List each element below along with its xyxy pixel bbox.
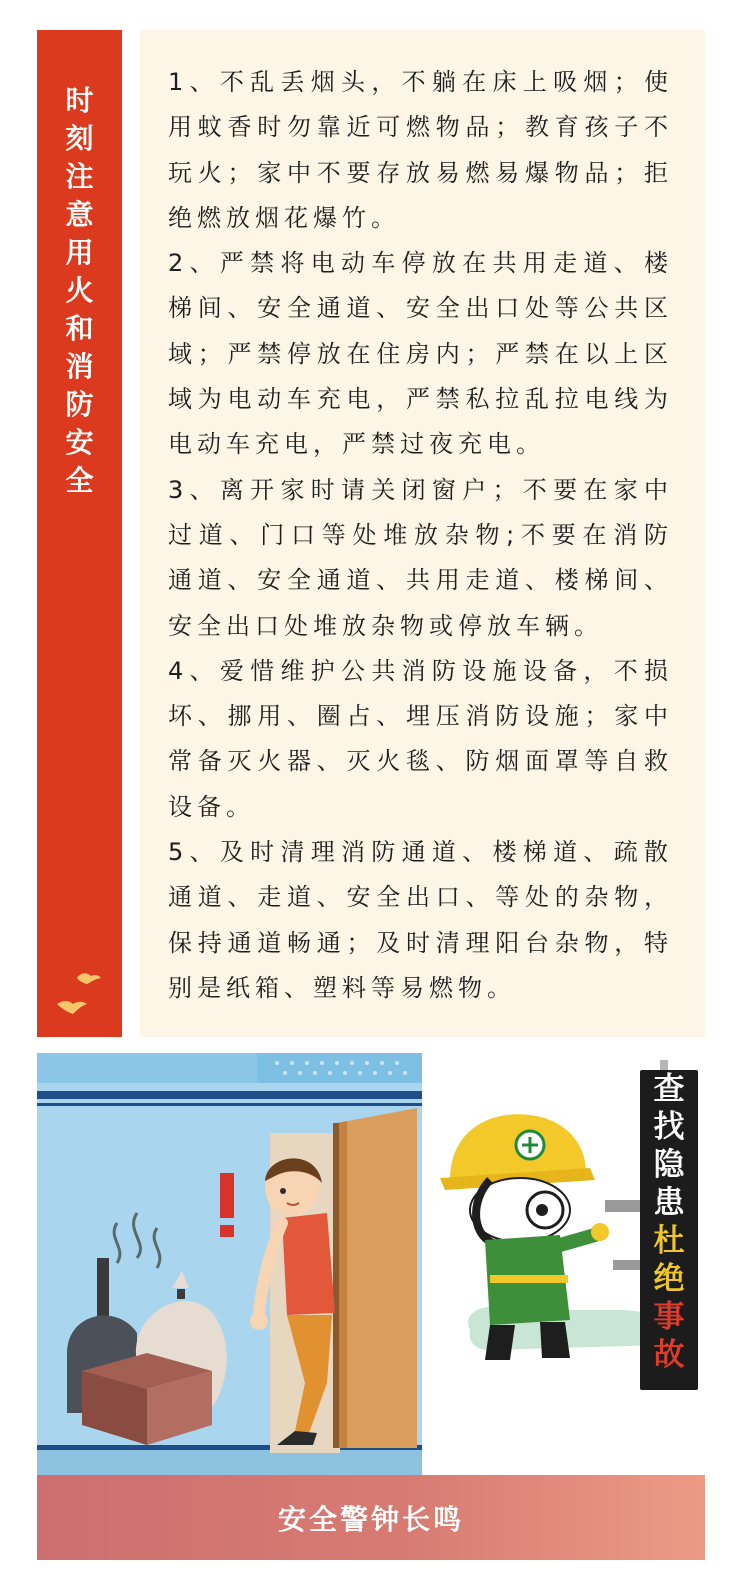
side-title-char: 消 <box>65 350 94 383</box>
side-title-char: 安 <box>65 426 94 459</box>
rule-item: 5、及时清理消防通道、楼梯道、疏散通道、走道、安全出口、等处的杂物，保持通道畅通；及时清理阳台杂物，特别是纸箱、塑料等易燃物。 <box>168 838 673 1002</box>
poster-char: 故 <box>653 1337 685 1373</box>
footer-band <box>37 1475 705 1560</box>
side-title-char: 刻 <box>65 122 94 155</box>
rule-item: 2、严禁将电动车停放在共用走道、楼梯间、安全通道、安全出口处等公共区域；严禁停放在住房内；严禁在以上区域为电动车充电，严禁私拉乱拉电线为电动车充电，严禁过夜充电。 <box>168 249 673 459</box>
poster-slogan <box>640 1070 698 1390</box>
side-title-char: 用 <box>65 236 94 269</box>
rules-panel <box>140 30 705 1037</box>
side-title <box>37 82 122 500</box>
side-title-char: 全 <box>65 464 94 497</box>
side-title-char: 时 <box>65 84 94 117</box>
poster-char: 绝 <box>653 1261 685 1297</box>
poster-char: 患 <box>653 1185 685 1221</box>
side-title-char: 意 <box>65 198 94 231</box>
rule-item: 4、爱惜维护公共消防设施设备，不损坏、挪用、圈占、埋压消防设施；家中常备灭火器、灭火毯、防烟面罩等自救设备。 <box>168 656 673 821</box>
poster-char: 找 <box>653 1109 685 1145</box>
doorway-clutter-illustration <box>37 1053 422 1478</box>
rule-item: 1、不乱丢烟头，不躺在床上吸烟；使用蚊香时勿靠近可燃物品；教育孩子不玩火；家中不要存放易燃易爆物品；拒绝燃放烟花爆竹。 <box>168 68 673 232</box>
side-title-char: 注 <box>65 160 94 193</box>
doorway-clutter-image <box>37 1053 422 1478</box>
inspector-illustration <box>430 1060 710 1385</box>
poster-char: 查 <box>653 1071 685 1107</box>
rules-list <box>168 60 673 1011</box>
side-title-char: 火 <box>65 274 94 307</box>
rule-item: 3、离开家时请关闭窗户；不要在家中过道、门口等处堆放杂物;不要在消防通道、安全通道、共用走道、楼梯间、安全出口处堆放杂物或停放车辆。 <box>168 475 673 640</box>
footer-slogan: 安全警钟长鸣 <box>277 1503 464 1536</box>
poster-char: 事 <box>653 1299 685 1335</box>
side-title-char: 防 <box>65 388 94 421</box>
side-title-char: 和 <box>65 312 94 345</box>
side-banner <box>37 30 122 1037</box>
poster-char: 杜 <box>653 1223 685 1259</box>
birds-icon <box>55 970 105 1025</box>
poster-char: 隐 <box>653 1147 685 1183</box>
